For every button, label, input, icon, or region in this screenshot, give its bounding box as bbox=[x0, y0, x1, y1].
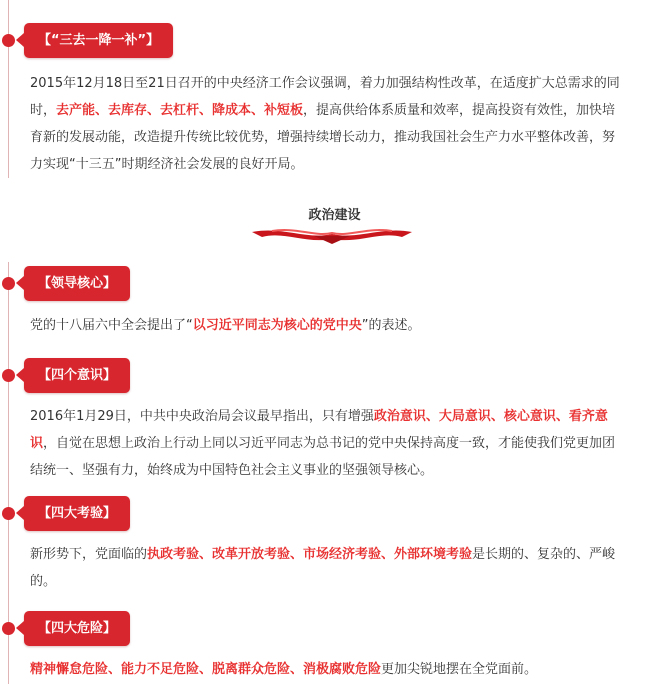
timeline-dot bbox=[2, 277, 15, 290]
section-tag-weixian: 【四大危险】 bbox=[24, 611, 130, 646]
section-body-sige bbox=[30, 403, 669, 484]
ribbon-decoration bbox=[252, 222, 412, 246]
text-line bbox=[30, 541, 669, 568]
body-text: 2015年12月18日至21日召开的中央经济工作会议强调，着力加强结构性改革，在适度扩大总需求的同 bbox=[30, 76, 620, 91]
text-line bbox=[30, 457, 669, 484]
body-text: ，提高供给体系质量和效率，提高投资有效性，加快培 bbox=[303, 103, 616, 118]
body-text: 育新的发展动能，改造提升传统比较优势，增强持续增长动力，推动我国社会生产力水平整体改善，努 bbox=[30, 130, 616, 145]
text-line bbox=[30, 430, 669, 457]
text-line bbox=[30, 568, 669, 595]
section-body-weixian bbox=[30, 656, 669, 683]
text-line bbox=[30, 403, 669, 430]
section-tag-lingdao: 【领导核心】 bbox=[24, 266, 130, 301]
highlight-text: 政治意识、大局意识、核心意识、看齐意 bbox=[373, 409, 608, 424]
section-body-kaoyan bbox=[30, 541, 669, 595]
body-text: 时， bbox=[30, 103, 57, 118]
body-text: 力实现“十三五”时期经济社会发展的良好开局。 bbox=[30, 157, 304, 172]
body-text: 2016年1月29日，中共中央政治局会议最早指出，只有增强 bbox=[30, 409, 374, 424]
text-line bbox=[30, 97, 669, 124]
text-line bbox=[30, 70, 669, 97]
body-text: 的。 bbox=[30, 574, 57, 589]
highlight-text: 精神懈怠危险、能力不足危险、脱离群众危险、消极腐败危险 bbox=[30, 662, 382, 677]
timeline-line bbox=[8, 0, 9, 178]
timeline-line bbox=[8, 262, 9, 684]
timeline-dot bbox=[2, 507, 15, 520]
body-text: ”的表述。 bbox=[361, 318, 421, 333]
timeline-dot bbox=[2, 369, 15, 382]
section-body-sanqu bbox=[30, 70, 669, 178]
timeline-dot bbox=[2, 622, 15, 635]
body-text: ，自觉在思想上政治上行动上同以习近平同志为总书记的党中央保持高度一致，才能使我们党更加团 bbox=[43, 436, 616, 451]
section-heading: 政治建设 bbox=[308, 208, 361, 223]
highlight-text: 去产能、去库存、去杠杆、降成本、补短板 bbox=[56, 103, 304, 118]
body-text: 党的十八届六中全会提出了“ bbox=[30, 318, 193, 333]
highlight-text: 以习近平同志为核心的党中央 bbox=[192, 318, 362, 333]
section-body-lingdao bbox=[30, 312, 669, 339]
section-tag-sanqu: 【“三去一降一补”】 bbox=[24, 23, 173, 58]
section-tag-sige: 【四个意识】 bbox=[24, 358, 130, 393]
body-text: 新形势下，党面临的 bbox=[30, 547, 148, 562]
text-line bbox=[30, 151, 669, 178]
highlight-text: 执政考验、改革开放考验、市场经济考验、外部环境考验 bbox=[147, 547, 473, 562]
body-text: 是长期的、复杂的、严峻 bbox=[472, 547, 616, 562]
body-text: 更加尖锐地摆在全党面前。 bbox=[381, 662, 538, 677]
text-line bbox=[30, 656, 669, 683]
timeline-dot bbox=[2, 34, 15, 47]
section-tag-kaoyan: 【四大考验】 bbox=[24, 496, 130, 531]
body-text: 结统一、坚强有力，始终成为中国特色社会主义事业的坚强领导核心。 bbox=[30, 463, 434, 478]
text-line bbox=[30, 312, 669, 339]
highlight-text: 识 bbox=[30, 436, 44, 451]
text-line bbox=[30, 124, 669, 151]
